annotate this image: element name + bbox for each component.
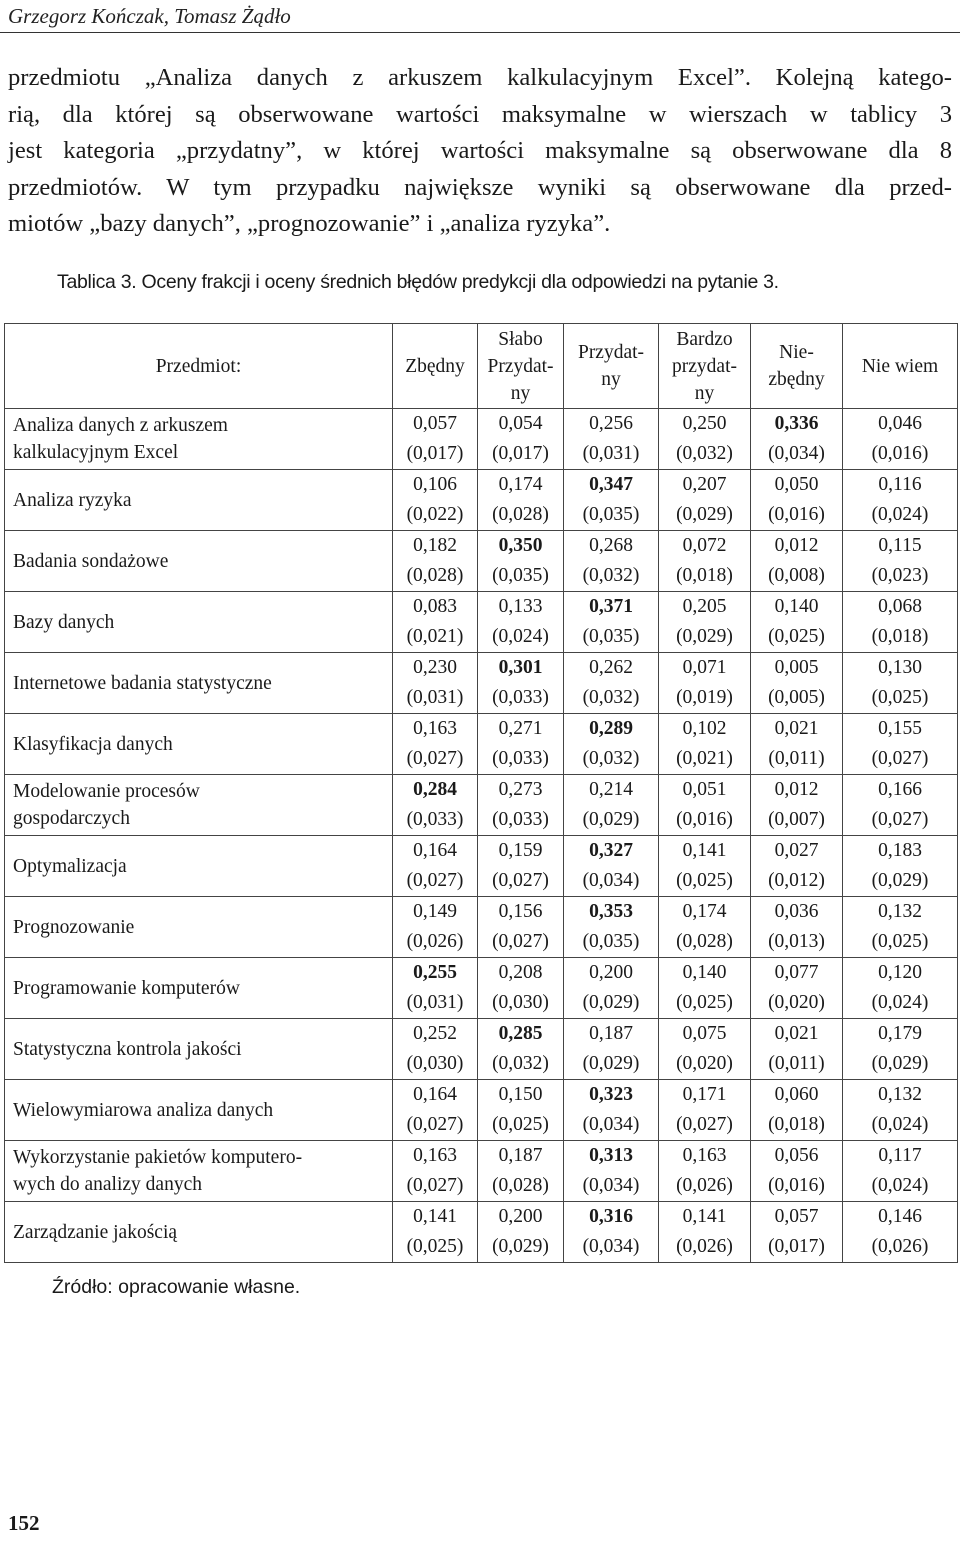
table-row: [5, 958, 958, 1019]
header-zbedny: Zbędny: [393, 324, 478, 409]
value-cell: 0,313 (0,034): [564, 1141, 659, 1202]
subject-cell: Programowanie komputerów: [5, 958, 393, 1019]
subject-cell: Klasyfikacja danych: [5, 714, 393, 775]
value-cell: 0,371 (0,035): [564, 592, 659, 653]
value-cell: 0,182 (0,028): [393, 531, 478, 592]
value-cell: 0,050 (0,016): [751, 470, 843, 531]
value-cell: 0,036 (0,013): [751, 897, 843, 958]
value-cell: 0,179 (0,029): [843, 1019, 958, 1080]
value-cell: 0,200 (0,029): [478, 1202, 564, 1263]
value-cell: 0,256 (0,031): [564, 409, 659, 470]
table-row: [5, 1202, 958, 1263]
value-cell: 0,133 (0,024): [478, 592, 564, 653]
value-cell: 0,072 (0,018): [659, 531, 751, 592]
value-cell: 0,141 (0,026): [659, 1202, 751, 1263]
value-cell: 0,146 (0,026): [843, 1202, 958, 1263]
value-cell: 0,120 (0,024): [843, 958, 958, 1019]
value-cell: 0,205 (0,029): [659, 592, 751, 653]
value-cell: 0,149 (0,026): [393, 897, 478, 958]
value-cell: 0,207 (0,029): [659, 470, 751, 531]
subject-cell: Bazy danych: [5, 592, 393, 653]
value-cell: 0,252 (0,030): [393, 1019, 478, 1080]
value-cell: 0,174 (0,028): [659, 897, 751, 958]
table-row: [5, 531, 958, 592]
value-cell: 0,200 (0,029): [564, 958, 659, 1019]
value-cell: 0,268 (0,032): [564, 531, 659, 592]
value-cell: 0,164 (0,027): [393, 1080, 478, 1141]
value-cell: 0,164 (0,027): [393, 836, 478, 897]
header-niezbedny: Nie- zbędny: [751, 324, 843, 409]
value-cell: 0,140 (0,025): [751, 592, 843, 653]
table-caption: Tablica 3. Oceny frakcji i oceny średnich błędów predykcji dla odpowiedzi na pytanie 3.: [57, 271, 779, 293]
value-cell: 0,027 (0,012): [751, 836, 843, 897]
value-cell: 0,187 (0,028): [478, 1141, 564, 1202]
value-cell: 0,163 (0,026): [659, 1141, 751, 1202]
value-cell: 0,115 (0,023): [843, 531, 958, 592]
value-cell: 0,130 (0,025): [843, 653, 958, 714]
value-cell: 0,262 (0,032): [564, 653, 659, 714]
header-rule: [0, 32, 960, 33]
source-note: Źródło: opracowanie własne.: [52, 1276, 301, 1298]
value-cell: 0,140 (0,025): [659, 958, 751, 1019]
subject-cell: Optymalizacja: [5, 836, 393, 897]
value-cell: 0,060 (0,018): [751, 1080, 843, 1141]
subject-cell: Wykorzystanie pakietów komputero- wych do analizy danych: [5, 1141, 393, 1202]
value-cell: 0,083 (0,021): [393, 592, 478, 653]
header-slabo-przydatny: Słabo Przydat- ny: [478, 324, 564, 409]
header-subject: Przedmiot:: [5, 324, 393, 409]
value-cell: 0,163 (0,027): [393, 1141, 478, 1202]
value-cell: 0,102 (0,021): [659, 714, 751, 775]
value-cell: 0,166 (0,027): [843, 775, 958, 836]
paragraph-line: przedmiotów. W tym przypadku największe wyniki są obserwowane dla przed-: [8, 173, 952, 201]
subject-cell: Modelowanie procesów gospodarczych: [5, 775, 393, 836]
value-cell: 0,155 (0,027): [843, 714, 958, 775]
value-cell: 0,187 (0,029): [564, 1019, 659, 1080]
value-cell: 0,284 (0,033): [393, 775, 478, 836]
value-cell: 0,301 (0,033): [478, 653, 564, 714]
value-cell: 0,141 (0,025): [393, 1202, 478, 1263]
table-row: [5, 592, 958, 653]
body-paragraph: [8, 60, 952, 243]
subject-cell: Analiza danych z arkuszem kalkulacyjnym Excel: [5, 409, 393, 470]
subject-cell: Prognozowanie: [5, 897, 393, 958]
value-cell: 0,214 (0,029): [564, 775, 659, 836]
paragraph-line: rią, dla której są obserwowane wartości maksymalne w wierszach w tablicy 3: [8, 100, 952, 128]
value-cell: 0,012 (0,008): [751, 531, 843, 592]
value-cell: 0,057 (0,017): [393, 409, 478, 470]
table-row: [5, 836, 958, 897]
value-cell: 0,021 (0,011): [751, 1019, 843, 1080]
page-number: 152: [8, 1511, 40, 1535]
value-cell: 0,150 (0,025): [478, 1080, 564, 1141]
value-cell: 0,106 (0,022): [393, 470, 478, 531]
paragraph-line: miotów „bazy danych”, „prognozowanie” i „analiza ryzyka”.: [8, 210, 611, 237]
value-cell: 0,054 (0,017): [478, 409, 564, 470]
value-cell: 0,077 (0,020): [751, 958, 843, 1019]
value-cell: 0,327 (0,034): [564, 836, 659, 897]
table-row: [5, 409, 958, 470]
header-bardzo-przydatny: Bardzo przydat- ny: [659, 324, 751, 409]
value-cell: 0,163 (0,027): [393, 714, 478, 775]
value-cell: 0,230 (0,031): [393, 653, 478, 714]
header-przydatny: Przydat- ny: [564, 324, 659, 409]
value-cell: 0,208 (0,030): [478, 958, 564, 1019]
subject-cell: Statystyczna kontrola jakości: [5, 1019, 393, 1080]
subject-cell: Wielowymiarowa analiza danych: [5, 1080, 393, 1141]
table-row: [5, 775, 958, 836]
table-body: [5, 409, 958, 1263]
table-row: [5, 1019, 958, 1080]
value-cell: 0,159 (0,027): [478, 836, 564, 897]
value-cell: 0,057 (0,017): [751, 1202, 843, 1263]
value-cell: 0,316 (0,034): [564, 1202, 659, 1263]
table-row: [5, 1080, 958, 1141]
subject-cell: Analiza ryzyka: [5, 470, 393, 531]
value-cell: 0,075 (0,020): [659, 1019, 751, 1080]
value-cell: 0,174 (0,028): [478, 470, 564, 531]
table-row: [5, 1141, 958, 1202]
header-nie-wiem: Nie wiem: [843, 324, 958, 409]
value-cell: 0,285 (0,032): [478, 1019, 564, 1080]
paragraph-line: jest kategoria „przydatny”, w której wartości maksymalne są obserwowane dla 8: [8, 137, 952, 164]
subject-cell: Zarządzanie jakością: [5, 1202, 393, 1263]
value-cell: 0,132 (0,024): [843, 1080, 958, 1141]
value-cell: 0,071 (0,019): [659, 653, 751, 714]
table-row: [5, 714, 958, 775]
table-row: [5, 897, 958, 958]
value-cell: 0,117 (0,024): [843, 1141, 958, 1202]
value-cell: 0,051 (0,016): [659, 775, 751, 836]
subject-cell: Internetowe badania statystyczne: [5, 653, 393, 714]
value-cell: 0,012 (0,007): [751, 775, 843, 836]
value-cell: 0,350 (0,035): [478, 531, 564, 592]
value-cell: 0,056 (0,016): [751, 1141, 843, 1202]
value-cell: 0,323 (0,034): [564, 1080, 659, 1141]
value-cell: 0,255 (0,031): [393, 958, 478, 1019]
value-cell: 0,068 (0,018): [843, 592, 958, 653]
value-cell: 0,005 (0,005): [751, 653, 843, 714]
value-cell: 0,183 (0,029): [843, 836, 958, 897]
subject-cell: Badania sondażowe: [5, 531, 393, 592]
value-cell: 0,273 (0,033): [478, 775, 564, 836]
results-table: [4, 323, 958, 1263]
table-row: [5, 653, 958, 714]
running-head: Grzegorz Kończak, Tomasz Żądło: [8, 4, 291, 28]
value-cell: 0,021 (0,011): [751, 714, 843, 775]
value-cell: 0,347 (0,035): [564, 470, 659, 531]
value-cell: 0,156 (0,027): [478, 897, 564, 958]
value-cell: 0,353 (0,035): [564, 897, 659, 958]
value-cell: 0,132 (0,025): [843, 897, 958, 958]
value-cell: 0,046 (0,016): [843, 409, 958, 470]
value-cell: 0,141 (0,025): [659, 836, 751, 897]
value-cell: 0,271 (0,033): [478, 714, 564, 775]
table-row: [5, 470, 958, 531]
value-cell: 0,289 (0,032): [564, 714, 659, 775]
table-header-row: [5, 324, 958, 409]
value-cell: 0,171 (0,027): [659, 1080, 751, 1141]
paragraph-line: przedmiotu „Analiza danych z arkuszem kalkulacyjnym Excel”. Kolejną katego-: [8, 64, 952, 91]
value-cell: 0,336 (0,034): [751, 409, 843, 470]
value-cell: 0,250 (0,032): [659, 409, 751, 470]
value-cell: 0,116 (0,024): [843, 470, 958, 531]
